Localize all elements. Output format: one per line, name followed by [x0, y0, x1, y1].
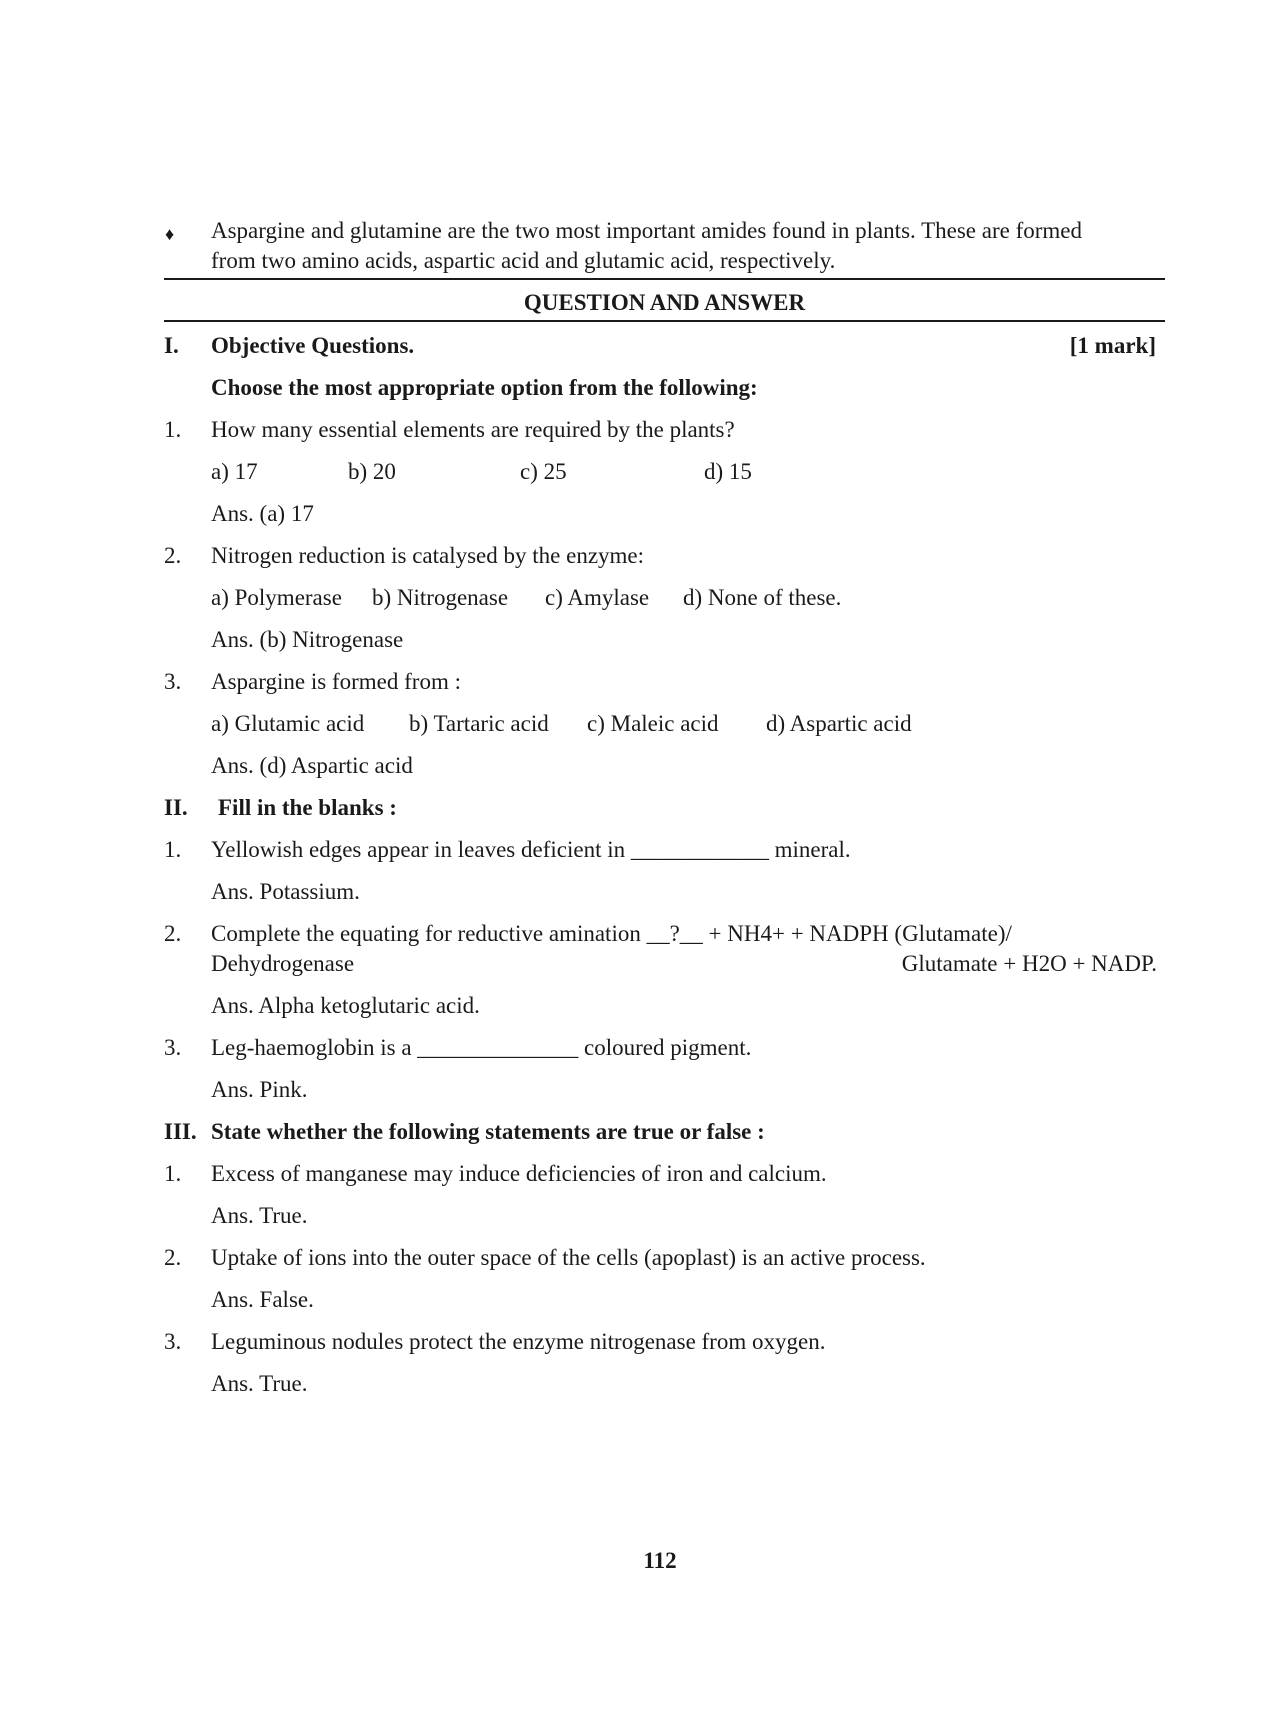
question-number: 3.	[164, 1035, 182, 1060]
question-text: Nitrogen reduction is catalysed by the enzyme:	[211, 543, 645, 568]
section-1-instruction: Choose the most appropriate option from the following:	[211, 375, 758, 400]
option-c: c) Amylase	[545, 585, 650, 610]
section-3-numeral: III.	[164, 1119, 197, 1144]
intro-line-1: Aspargine and glutamine are the two most important amides found in plants. These are formed	[211, 218, 1083, 243]
option-b: b) Nitrogenase	[372, 585, 509, 610]
question-number: 2.	[164, 921, 182, 946]
section-heading: QUESTION AND ANSWER	[523, 290, 806, 315]
option-d: d) None of these.	[683, 585, 842, 610]
option-a: a) 17	[211, 459, 258, 484]
question-number: 1.	[164, 1161, 182, 1186]
section-1-numeral: I.	[164, 333, 179, 358]
question-number: 2.	[164, 543, 182, 568]
answer: Ans. Alpha ketoglutaric acid.	[211, 993, 480, 1018]
top-rule	[164, 278, 1165, 280]
question-text: Complete the equating for reductive amination __?__ + NH4+ + NADPH (Glutamate)/	[211, 921, 1012, 946]
section-1-title: Objective Questions.	[211, 333, 415, 358]
answer: Ans. (b) Nitrogenase	[211, 627, 404, 652]
question-number: 1.	[164, 837, 182, 862]
page-number: 112	[643, 1548, 677, 1573]
question-text: Excess of manganese may induce deficiencies of iron and calcium.	[211, 1161, 827, 1186]
answer: Ans. True.	[211, 1371, 308, 1396]
question-number: 3.	[164, 669, 182, 694]
question-text: Uptake of ions into the outer space of the cells (apoplast) is an active process.	[211, 1245, 926, 1270]
intro-line-2: from two amino acids, aspartic acid and glutamic acid, respectively.	[211, 248, 836, 273]
question-number: 1.	[164, 417, 182, 442]
question-text: Leguminous nodules protect the enzyme nitrogenase from oxygen.	[211, 1329, 826, 1354]
question-number: 3.	[164, 1329, 182, 1354]
question-text: Leg-haemoglobin is a ______________ coloured pigment.	[211, 1035, 752, 1060]
answer: Ans. (a) 17	[211, 501, 314, 526]
question-text: Yellowish edges appear in leaves deficient in ____________ mineral.	[211, 837, 851, 862]
bottom-rule	[164, 320, 1165, 322]
question-text: Aspargine is formed from :	[211, 669, 461, 694]
answer: Ans. (d) Aspartic acid	[211, 753, 413, 778]
option-c: c) Maleic acid	[587, 711, 719, 736]
answer: Ans. Potassium.	[211, 879, 360, 904]
option-a: a) Polymerase	[211, 585, 342, 610]
option-d: d) 15	[704, 459, 752, 484]
section-3-title: State whether the following statements are true or false :	[211, 1119, 765, 1144]
diamond-bullet-icon: ♦	[165, 224, 175, 244]
question-number: 2.	[164, 1245, 182, 1270]
answer: Ans. False.	[211, 1287, 314, 1312]
answer: Ans. Pink.	[211, 1077, 308, 1102]
option-a: a) Glutamic acid	[211, 711, 365, 736]
question-text-continued: Dehydrogenase	[211, 951, 355, 976]
equation-products: Glutamate + H2O + NADP.	[901, 951, 1157, 976]
section-2-numeral: II.	[164, 795, 188, 820]
option-c: c) 25	[520, 459, 567, 484]
section-2-title: Fill in the blanks :	[218, 795, 397, 820]
option-b: b) 20	[348, 459, 396, 484]
option-d: d) Aspartic acid	[766, 711, 912, 736]
question-text: How many essential elements are required by the plants?	[211, 417, 735, 442]
answer: Ans. True.	[211, 1203, 308, 1228]
section-1-marks: [1 mark]	[1069, 333, 1156, 358]
option-b: b) Tartaric acid	[409, 711, 549, 736]
